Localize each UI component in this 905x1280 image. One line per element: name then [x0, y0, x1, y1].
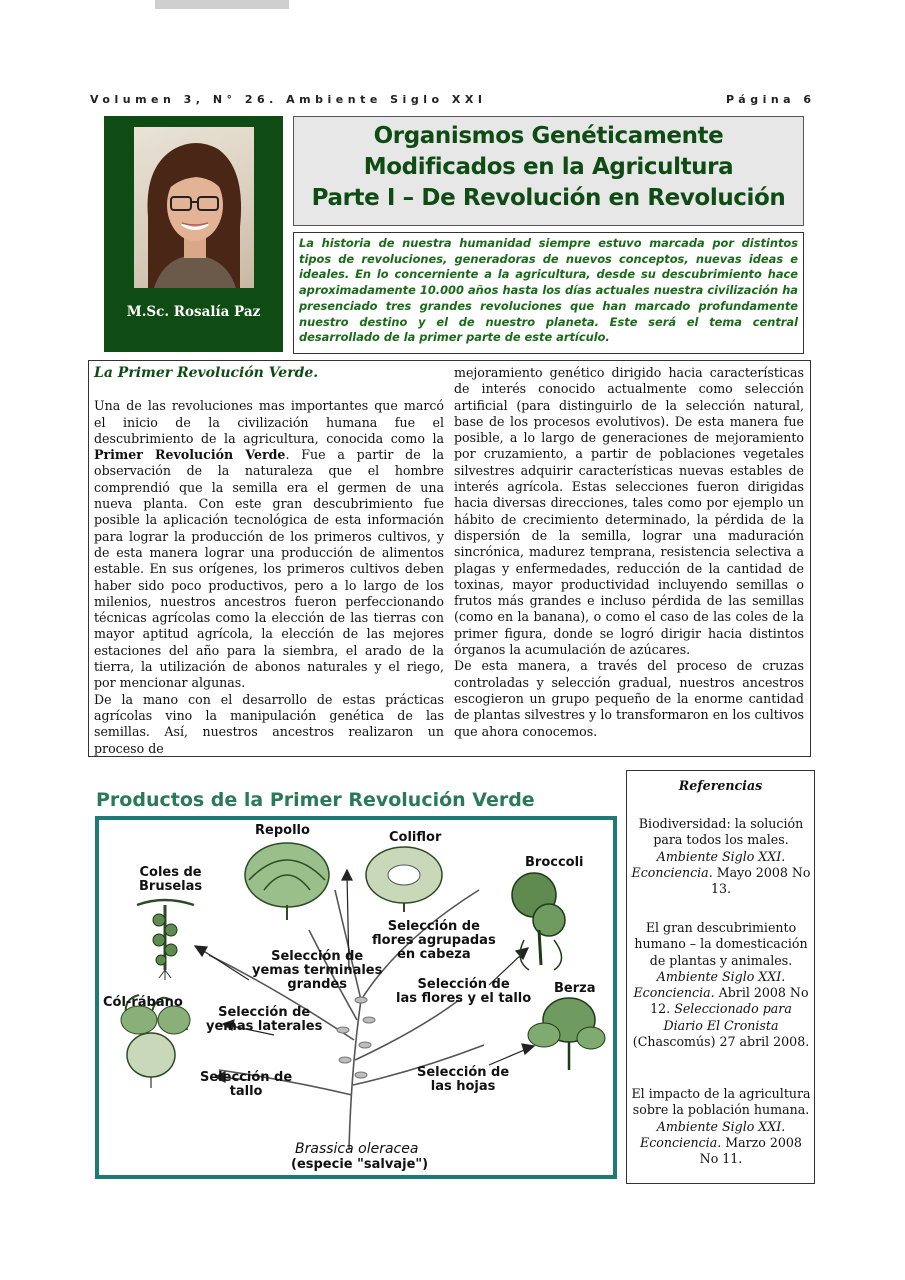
label-col-rabano: Cól-rábano: [103, 995, 183, 1010]
label-seleccion-yemas-terminales: [252, 950, 382, 992]
label-st-line-1: Selección de: [200, 1070, 293, 1085]
label-st-line-2: tallo: [229, 1084, 263, 1099]
label-seleccion-hojas: [417, 1066, 509, 1094]
reference-2-note: Seleccionado para Diario El Cronista: [663, 1001, 792, 1033]
reference-3-text: El impacto de la agricultura sobre la población humana.: [631, 1086, 811, 1118]
reference-2-text: El gran descubrimiento humano – la domesticación de plantas y animales.: [634, 920, 808, 968]
broccoli-plant: [512, 873, 565, 970]
label-broccoli: Broccoli: [525, 855, 584, 870]
figure-title: Productos de la Primer Revolución Verde: [96, 789, 535, 811]
label-repollo: Repollo: [255, 823, 310, 838]
coliflor-plant: [366, 847, 442, 912]
references-title: Referencias: [678, 778, 763, 793]
label-species-note: (especie "salvaje"): [291, 1157, 429, 1172]
author-photo-box: [104, 116, 283, 352]
figure-box: [95, 816, 617, 1179]
reference-3-date: Marzo 2008 No 11.: [699, 1134, 802, 1167]
reference-1-source: Ambiente Siglo XXI. Econciencia.: [631, 848, 786, 880]
reference-3: [631, 1086, 811, 1167]
references-box: [626, 770, 815, 1184]
label-seleccion-flores-tallo: [396, 978, 531, 1006]
portrait-illustration: [134, 127, 254, 288]
reference-1: [631, 816, 811, 897]
paragraph-4: De esta manera, a través del proceso de cruzas controladas y selección gradual, nuestros ancestros escogieron un grupo pequeño de la enorme cantidad de plantas silvestres y lo transformaron en los cultivos que ahora conocemos.: [454, 658, 804, 739]
paragraph-1-bold: Primer Revolución Verde: [94, 447, 286, 463]
article-column-left: [94, 365, 444, 757]
label-sft-line-1: Selección de: [417, 977, 510, 992]
top-gray-bar: [155, 0, 289, 9]
label-seleccion-yemas-laterales: [206, 1006, 322, 1034]
label-seleccion-flores-agrupadas: [372, 920, 496, 962]
label-coles-line-2: Bruselas: [139, 879, 203, 894]
label-coles-line-1: Coles de: [139, 865, 202, 880]
paragraph-1-start: Una de las revoluciones mas importantes que marcó el inicio de la civilización humana fue el descubrimiento de la agricultura, conocida como la: [94, 398, 444, 446]
abstract-text: La historia de nuestra humanidad siempre estuvo marcada por distintos tipos de revoluciones, generadoras de nuevos conceptos, nuevas ideas e ideales. En lo concerniente a la agricultura, desde su descubrimiento hace aproximadamente 10.000 años hasta los días actuales nuestra civilización ha presenciado tres grandes revoluciones que han marcado profundamente nuestro destino y el de nuestro planeta. Este será el tema central desarrollado de la primer parte de este artículo.: [299, 236, 798, 345]
paragraph-2: De la mano con el desarrollo de estas prácticas agrícolas vino la manipulación genética de las semillas. Así, nuestros ancestros realizaron un proceso de: [94, 691, 444, 756]
label-sft-line-2: las flores y el tallo: [396, 991, 532, 1006]
section-title: La Primer Revolución Verde.: [94, 365, 319, 381]
reference-1-date: Mayo 2008 No 13.: [710, 864, 811, 897]
label-syt-line-2: yemas terminales: [252, 963, 383, 978]
reference-2-date: Abril 2008 No 12.: [650, 985, 809, 1017]
running-header-left: Volumen 3, N° 26. Ambiente Siglo XXI: [90, 93, 487, 106]
repollo-plant: [245, 843, 329, 920]
title-line-3: Parte I – De Revolución en Revolución: [311, 185, 786, 211]
label-sh-line-1: Selección de: [417, 1065, 510, 1080]
label-coliflor: Coliflor: [389, 830, 442, 845]
reference-2-end: (Chascomús) 27 abril 2008.: [632, 1034, 810, 1050]
article-body-box: [88, 360, 811, 757]
reference-1-text: Biodiversidad: la solución para todos los males.: [638, 816, 804, 848]
label-sh-line-2: las hojas: [430, 1079, 496, 1094]
label-syt-line-1: Selección de: [271, 949, 364, 964]
author-name: M.Sc. Rosalía Paz: [126, 304, 261, 320]
label-sf-line-3: en cabeza: [397, 947, 471, 962]
page-number: Página 6: [726, 93, 816, 106]
label-sf-line-2: flores agrupadas: [372, 933, 496, 948]
paragraph-3: mejoramiento genético dirigido hacia características de interés conocido actualmente como selección artificial (para distinguirlo de la selección natural, base de los procesos evolutivos). De esta manera fue posible, a lo largo de generaciones de mejoramiento por cruzamiento, a partir de poblaciones vegetales silvestres adquirir características nuevas estables de interés agrícola. Estas selecciones fueron dirigidas hacia diversas direcciones, tales como por ejemplo un hábito de crecimiento determinado, la pérdida de la dispersión de la semilla, lograr una maduración sincrónica, madurez temprana, resistencia selectiva a plagas y enfermedades, reducción de la cantidad de toxinas, mayor productividad incluyendo semillas o frutos más grandes e incluso pérdida de las semillas (como en la banana), o como el caso de las coles de la primer figura, donde se logró dirigir hacia distintos órganos la acumulación de azúcares.: [454, 365, 804, 658]
label-berza: Berza: [554, 981, 596, 996]
label-seleccion-tallo: [200, 1071, 292, 1099]
berza-plant: [528, 998, 605, 1070]
article-title-box: [293, 116, 804, 226]
paragraph-1: [94, 398, 444, 691]
abstract-box: [293, 232, 804, 354]
paragraph-1-end: . Fue a partir de la observación de la naturaleza que el hombre comprendió que la semilla era el germen de una nueva planta. Con este gran descubrimiento fue posible la aplicación tecnológica de esta información para lograr la producción de los primeros cultivos, y de esta manera lograr una producción de alimentos estable. En sus orígenes, los primeros cultivos deben haber sido poco productivos, pero a lo largo de los milenios, nuestros ancestros fueron perfeccionando técnicas agrícolas como la elección de las tierras con mayor aptitud agrícola, la elección de las mejores estaciones del año para la siembra, el arado de la tierra, la utilización de abonos naturales y el riego, por mencionar algunas.: [94, 447, 444, 691]
label-species: Brassica oleracea: [295, 1141, 419, 1157]
reference-2: [631, 920, 811, 1050]
label-syl-line-1: Selección de: [218, 1005, 311, 1020]
author-photo: [134, 127, 254, 288]
label-coles-de-bruselas: [139, 866, 202, 894]
title-line-1: Organismos Genéticamente: [373, 123, 724, 149]
coles-de-bruselas-plant: [137, 900, 194, 980]
reference-3-source: Ambiente Siglo XXI. Econciencia.: [640, 1118, 786, 1150]
article-column-right: [454, 365, 804, 740]
label-syt-line-3: grandes: [287, 977, 347, 992]
title-line-2: Modificados en la Agricultura: [363, 154, 734, 180]
reference-2-source: Ambiente Siglo XXI. Econciencia.: [633, 968, 786, 1001]
label-syl-line-2: yemas laterales: [206, 1019, 323, 1034]
label-sf-line-1: Selección de: [387, 919, 480, 934]
